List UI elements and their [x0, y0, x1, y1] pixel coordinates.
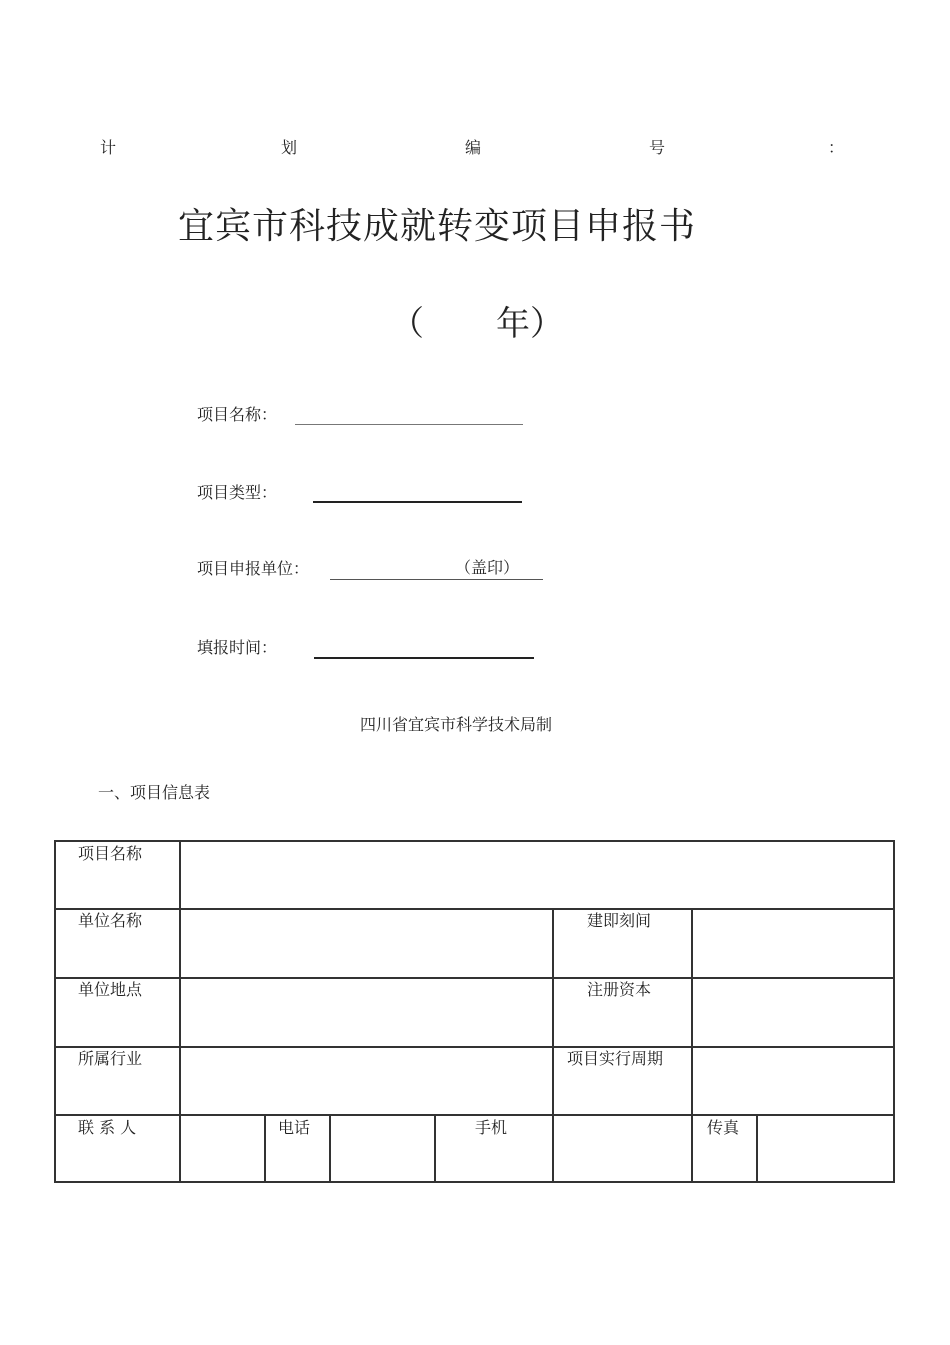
unit-name-input[interactable] [182, 911, 551, 976]
table-col-line [329, 1114, 331, 1183]
plan-number-char: 号 [649, 138, 666, 157]
fax-input[interactable] [759, 1117, 892, 1180]
applicant-unit-label: 项目申报单位： [197, 559, 310, 578]
plan-number-char: ： [828, 138, 845, 157]
plan-number-char: 编 [465, 138, 482, 157]
project-type-label: 项目类型： [197, 483, 278, 502]
table-col-line [434, 1114, 436, 1183]
project-period-input[interactable] [694, 1049, 892, 1113]
fill-date-field[interactable] [314, 657, 534, 659]
industry-cell-label: 所属行业 [78, 1049, 143, 1068]
mobile-cell-label: 手机 [475, 1118, 508, 1137]
registered-capital-cell-label: 注册资本 [587, 980, 652, 999]
established-date-input[interactable] [694, 911, 892, 976]
project-name-label: 项目名称： [197, 405, 278, 424]
applicant-unit-field[interactable] [330, 579, 543, 580]
table-col-line [691, 908, 693, 1183]
project-name-cell-label: 项目名称 [78, 844, 143, 863]
project-name-field[interactable] [295, 424, 523, 425]
year-open-paren: （ [390, 304, 424, 344]
year-label: 年） [496, 304, 564, 344]
unit-name-cell-label: 单位名称 [78, 911, 143, 930]
table-border-line [54, 840, 56, 1183]
table-col-line [179, 840, 181, 1183]
phone-cell-label: 电话 [278, 1118, 311, 1137]
industry-input[interactable] [182, 1049, 551, 1113]
contact-person-input[interactable] [182, 1117, 263, 1180]
fax-cell-label: 传真 [707, 1118, 740, 1137]
table-col-line [264, 1114, 266, 1183]
project-info-table [54, 840, 894, 1183]
contact-person-cell-label: 联 系 人 [78, 1118, 137, 1137]
table-border-line [893, 840, 895, 1183]
unit-address-cell-label: 单位地点 [78, 980, 143, 999]
established-date-cell-label: 建即刻间 [587, 911, 652, 930]
mobile-input[interactable] [555, 1117, 690, 1180]
plan-number-char: 划 [281, 138, 298, 157]
plan-number-char: 计 [100, 138, 117, 157]
section-title: 一、项目信息表 [98, 783, 211, 802]
table-col-line [552, 908, 554, 1183]
project-type-field[interactable] [313, 501, 522, 503]
unit-address-input[interactable] [182, 980, 551, 1045]
document-title: 宜宾市科技成就转变项目申报书 [178, 206, 697, 247]
issuing-organization: 四川省宜宾市科学技术局制 [360, 715, 553, 734]
project-name-input[interactable] [182, 843, 892, 907]
project-period-cell-label: 项目实行周期 [567, 1049, 664, 1068]
fill-date-label: 填报时间： [197, 638, 278, 657]
seal-note: （盖印） [455, 558, 520, 577]
table-col-line [756, 1114, 758, 1183]
phone-input[interactable] [332, 1117, 433, 1180]
registered-capital-input[interactable] [694, 980, 892, 1045]
